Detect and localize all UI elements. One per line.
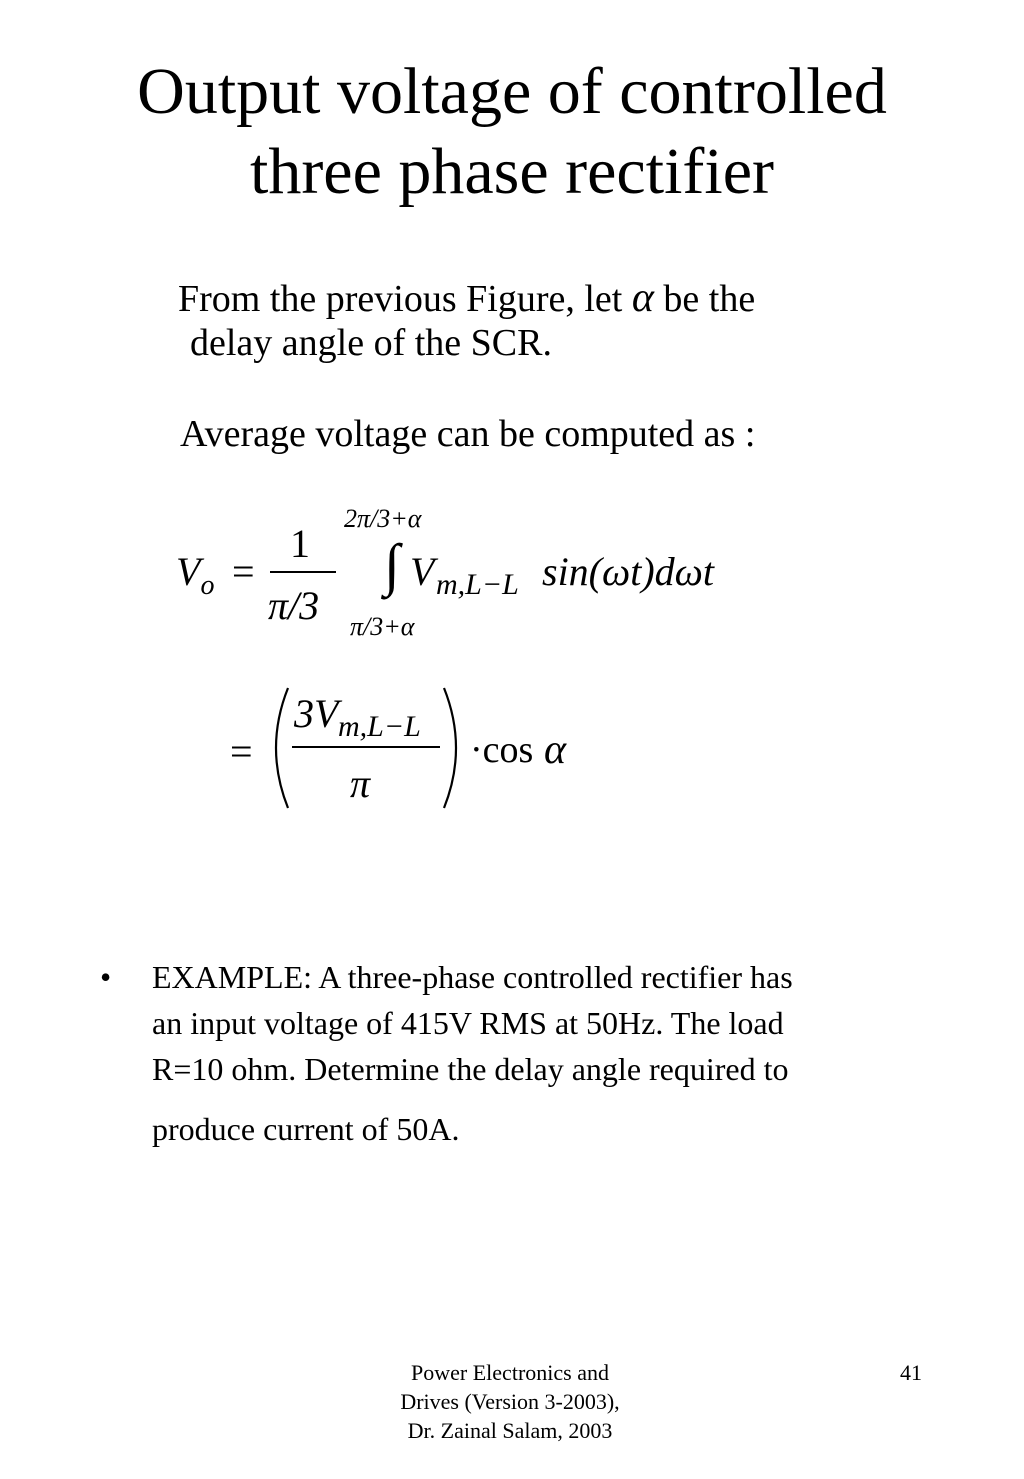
eq1-frac-denominator: π/3 xyxy=(268,583,320,628)
footer-line-2: Drives (Version 3-2003), xyxy=(400,1389,620,1414)
eq2-denominator: π xyxy=(350,761,371,806)
example-bullet: • xyxy=(100,959,112,995)
eq1-upper-limit: 2π/3+α xyxy=(344,504,422,533)
eq2-alpha: α xyxy=(544,727,567,773)
page-number: 41 xyxy=(900,1360,922,1385)
eq1-equals: = xyxy=(232,549,255,594)
eq1-lhs-subscript: o xyxy=(200,570,215,601)
eq1-lhs: $V_o$ xyxy=(176,549,215,601)
intro-line-1 xyxy=(178,276,755,321)
eq1-integrand-v: V xyxy=(410,549,435,594)
eq2-numerator: 3V xyxy=(294,691,339,736)
slide-title xyxy=(0,52,1024,212)
intro-text-a: From the previous Figure, let xyxy=(178,278,623,320)
example-line-3: R=10 ohm. Determine the delay angle required to xyxy=(152,1051,789,1087)
integral-sign: ∫ xyxy=(384,532,400,597)
eq1-integrand-subscript: m,L−L xyxy=(436,568,519,601)
intro-text-b: be the xyxy=(663,278,756,320)
intro-line-2: delay angle of the SCR. xyxy=(190,322,552,364)
eq1-lower-limit: π/3+α xyxy=(350,612,415,641)
eq1-frac-numerator: 1 xyxy=(290,521,310,566)
eq2-equals: = xyxy=(230,729,253,774)
eq1-integrand-rest: sin(ωt)dωt xyxy=(542,549,715,594)
example-line-1: EXAMPLE: A three-phase controlled rectifier has xyxy=(152,959,793,995)
alpha-symbol: α xyxy=(631,275,654,321)
eq1-fraction-bar xyxy=(270,571,336,573)
footer-credit xyxy=(350,1358,670,1445)
eq2-fraction-bar xyxy=(292,746,440,748)
eq2-numerator-subscript: m,L−L xyxy=(338,710,421,743)
right-paren xyxy=(440,686,470,810)
example-line-2: an input voltage of 415V RMS at 50Hz. The load xyxy=(152,1005,784,1041)
intro-paragraph xyxy=(178,276,755,365)
example-line-4: produce current of 50A. xyxy=(152,1111,460,1147)
eq2-cos: ·cos xyxy=(470,729,534,771)
title-line-2: three phase rectifier xyxy=(249,135,774,208)
left-paren xyxy=(262,686,292,810)
footer-line-1: Power Electronics and xyxy=(411,1360,609,1385)
footer-line-3: Dr. Zainal Salam, 2003 xyxy=(407,1418,613,1443)
average-voltage-text: Average voltage can be computed as : xyxy=(180,413,756,455)
example-text xyxy=(152,954,942,1152)
title-line-1: Output voltage of controlled xyxy=(137,55,887,128)
